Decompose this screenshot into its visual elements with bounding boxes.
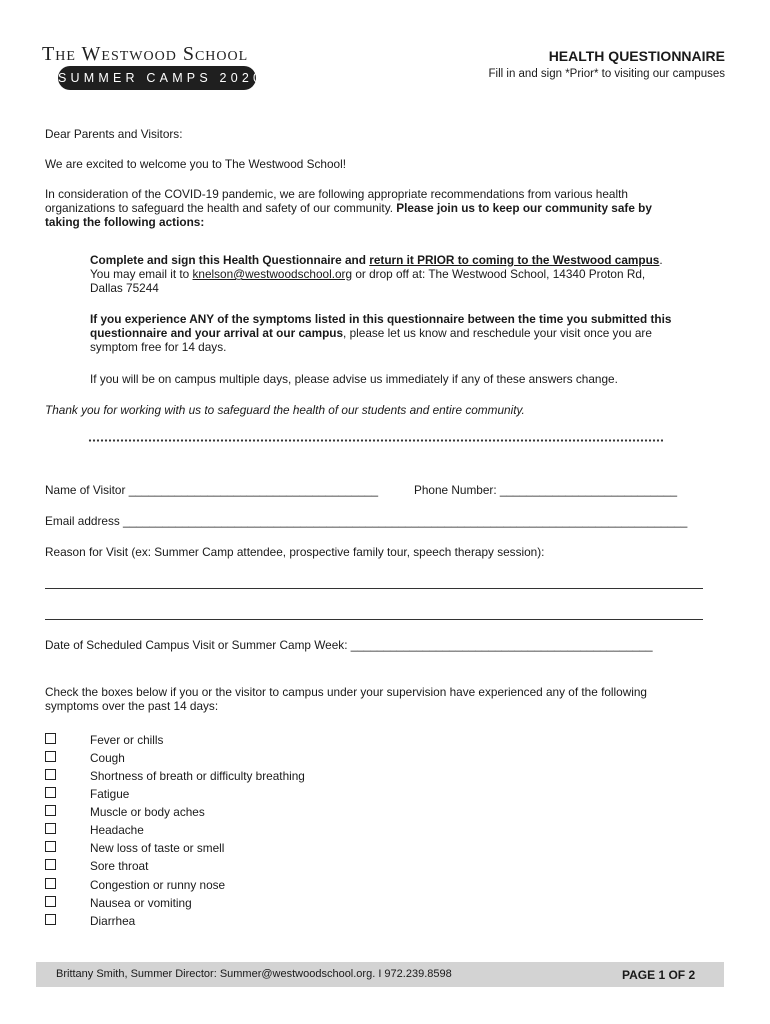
action2-line3: symptom free for 14 days. — [90, 340, 227, 354]
symptom-label-diarrhea: Diarrhea — [90, 914, 136, 928]
summer-camps-band: SUMMER CAMPS 2020 — [58, 66, 256, 90]
symptom-label-muscle-aches: Muscle or body aches — [90, 805, 205, 819]
action2-line2-plain: , please let us know and reschedule your visit once you are — [343, 326, 652, 340]
consideration-line3: taking the following actions: — [45, 215, 205, 229]
action-multiple-days: If you will be on campus multiple days, please advise us immediately if any of these answers change. — [90, 372, 618, 386]
visitor-name-field[interactable]: Name of Visitor ______________________________________ — [45, 483, 379, 497]
symptom-checkbox-diarrhea[interactable] — [45, 914, 56, 925]
email-link[interactable]: knelson@westwoodschool.org — [192, 267, 353, 281]
reason-for-visit-label: Reason for Visit (ex: Summer Camp attendee, prospective family tour, speech therapy session): — [45, 545, 545, 559]
visit-date-field[interactable]: Date of Scheduled Campus Visit or Summer Camp Week: ______________________________________________ — [45, 638, 653, 652]
symptom-checkbox-shortness-of-breath[interactable] — [45, 769, 56, 780]
phone-number-field[interactable]: Phone Number: ___________________________ — [414, 483, 678, 497]
symptom-label-congestion: Congestion or runny nose — [90, 878, 226, 892]
thanks-text: Thank you for working with us to safeguard the health of our students and entire community. — [45, 403, 525, 417]
symptom-checkbox-fatigue[interactable] — [45, 787, 56, 798]
action1-line3: Dallas 75244 — [90, 281, 159, 295]
action1-line2-prefix: You may email it to — [90, 267, 193, 281]
symptom-label-fever: Fever or chills — [90, 733, 164, 747]
action1-period: . — [659, 253, 663, 267]
welcome-text: We are excited to welcome you to The Westwood School! — [45, 157, 346, 171]
symptom-checkbox-cough[interactable] — [45, 751, 56, 762]
consideration-line2-bold: Please join us to keep our community safe by — [396, 201, 652, 215]
consideration-line1: In consideration of the COVID-19 pandemic, we are following appropriate recommendations from various health — [45, 187, 628, 201]
symptom-checkbox-muscle-aches[interactable] — [45, 805, 56, 816]
symptom-label-sore-throat: Sore throat — [90, 859, 149, 873]
action1-underlined: return it PRIOR to coming to the Westwood campus — [369, 253, 660, 267]
symptom-checkbox-congestion[interactable] — [45, 878, 56, 889]
greeting: Dear Parents and Visitors: — [45, 127, 183, 141]
reason-line-2[interactable] — [45, 619, 703, 620]
instructions-line1: Check the boxes below if you or the visitor to campus under your supervision have experienced any of the following — [45, 685, 647, 699]
consideration-line2: organizations to safeguard the health and safety of our community. — [45, 201, 397, 215]
consideration-paragraph — [45, 187, 715, 229]
symptom-label-headache: Headache — [90, 823, 144, 837]
action2-line1: If you experience ANY of the symptoms listed in this questionnaire between the time you submitted this — [90, 312, 672, 326]
action-complete-sign — [90, 253, 720, 295]
symptom-label-nausea: Nausea or vomiting — [90, 896, 192, 910]
reason-line-1[interactable] — [45, 588, 703, 589]
symptom-checkbox-headache[interactable] — [45, 823, 56, 834]
footer-contact: Brittany Smith, Summer Director: Summer@westwoodschool.org. I 972.239.8598 — [56, 968, 452, 980]
symptom-checkbox-sore-throat[interactable] — [45, 859, 56, 870]
school-logo-name: The Westwood School — [42, 43, 249, 65]
page-number: PAGE 1 OF 2 — [622, 968, 696, 982]
symptom-label-fatigue: Fatigue — [90, 787, 130, 801]
symptom-checkbox-nausea[interactable] — [45, 896, 56, 907]
symptom-checkbox-fever[interactable] — [45, 733, 56, 744]
action2-line2-bold: questionnaire and your arrival at our campus — [90, 326, 344, 340]
symptom-checkbox-loss-of-taste[interactable] — [45, 841, 56, 852]
action1-line2-suffix: or drop off at: The Westwood School, 14340 Proton Rd, — [352, 267, 646, 281]
page-title: HEALTH QUESTIONNAIRE — [548, 48, 725, 64]
symptom-label-shortness-of-breath: Shortness of breath or difficulty breathing — [90, 769, 305, 783]
symptom-label-loss-of-taste: New loss of taste or smell — [90, 841, 225, 855]
symptoms-instructions — [45, 685, 725, 713]
page-subtitle: Fill in and sign *Prior* to visiting our campuses — [488, 68, 725, 80]
symptom-label-cough: Cough — [90, 751, 125, 765]
instructions-line2: symptoms over the past 14 days: — [45, 699, 219, 713]
dotted-divider — [88, 439, 663, 442]
action1-bold: Complete and sign this Health Questionnaire and — [90, 253, 370, 267]
email-address-field[interactable]: Email address ______________________________________________________________________________________ — [45, 514, 688, 528]
action-symptoms-notice — [90, 312, 720, 354]
